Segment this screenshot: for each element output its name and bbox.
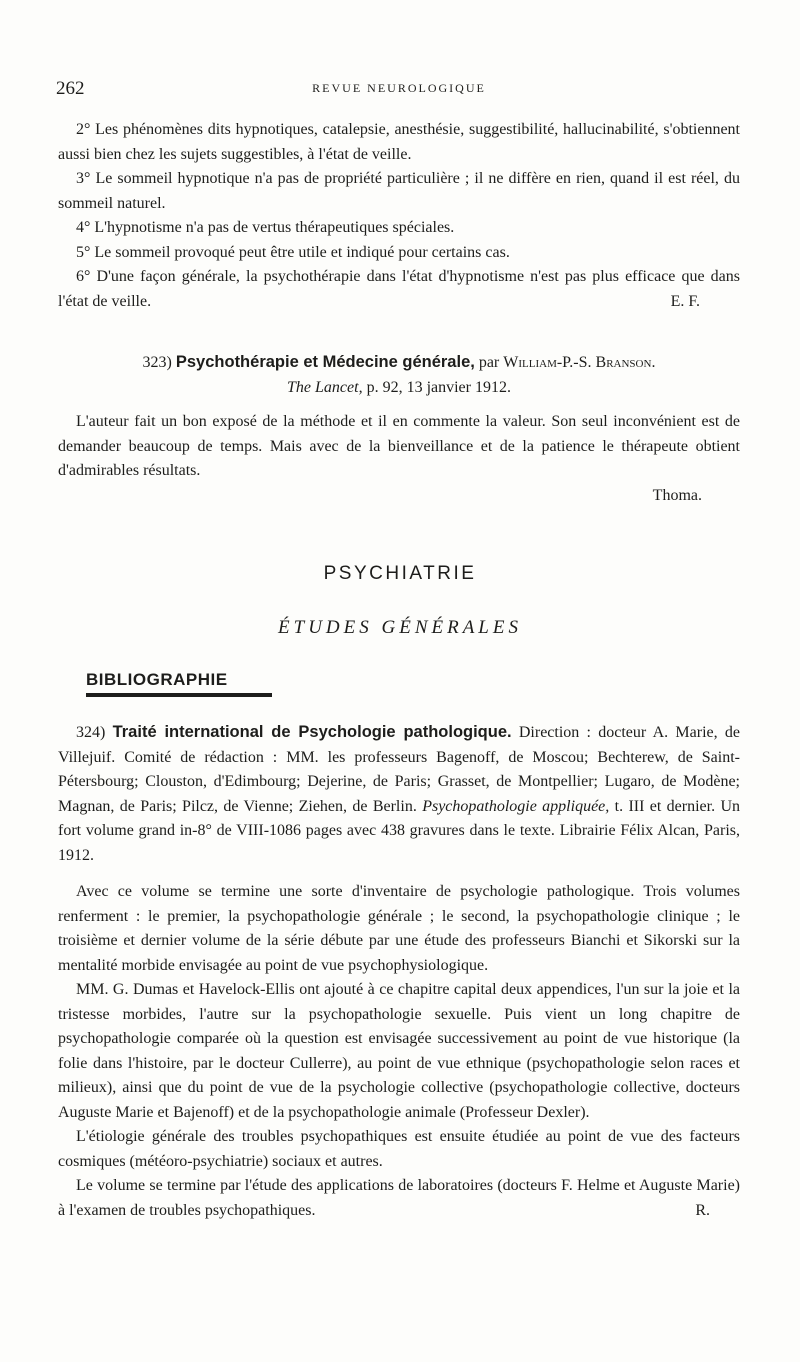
entry-publication: t. III et dernier. Un fort volume grand in-8° de VIII-1086 pages avec 438 gravures dans le texte. Librairie Félix Alcan, Paris, 1912.: [58, 797, 741, 864]
running-title: REVUE NEUROLOGIQUE: [312, 81, 486, 95]
entry-details: Direction : docteur A. Marie, de Villejuif. Comité de rédaction : MM. les professeurs Bagenoff, de Moscou; Bechterew, de Saint-Pétersbourg; Clouston, d'Edimbourg; Dejerine, de Paris; Grasset, de Montpellier; Lugaro, de Modène; Magnan, de Paris; Pilcz, de Vienne; Ziehen, de Berlin.: [58, 724, 740, 815]
entry-author: William-P.-S. Branson.: [503, 354, 656, 371]
entry-324: [58, 720, 740, 1223]
citation: p. 92, 13 janvier 1912.: [366, 378, 511, 396]
list-item: 4° L'hypnotisme n'a pas de vertus thérapeutiques spéciales.: [76, 219, 455, 236]
page-number: 262: [56, 78, 85, 99]
review-signature: E. F.: [670, 292, 700, 310]
entry-heading: [58, 350, 740, 376]
entry-reference: [58, 376, 740, 401]
entry-by: par: [478, 354, 500, 371]
entry-number: 324): [76, 724, 106, 741]
entry-title: Traité international de Psychologie pathologique.: [112, 723, 512, 741]
bibliography-heading: BIBLIOGRAPHIE: [86, 670, 228, 689]
series-title: Psychopathologie appliquée,: [422, 797, 610, 815]
entry-paragraph: MM. G. Dumas et Havelock-Ellis ont ajouté à ce chapitre capital deux appendices, l'un sur la joie et la tristesse morbides, l'autre sur la psychopathologie sexuelle. Puis vient un long chapitre de psychopathologie comparée où la question est envisagée successivement au point de vue historique (la folie dans l'histoire, par le docteur Cullerre), au point de vue ethnique (psychopathologie selon races et milieux), ainsi que du point de vue de la psychologie collective (psychopathologie collective, docteurs Auguste Marie et Bajenoff) et de la psychopathologie animale (Professeur Dexler).: [58, 981, 740, 1121]
section-subheading: ÉTUDES GÉNÉRALES: [278, 617, 522, 638]
journal-name: The Lancet,: [287, 378, 363, 396]
review-signature: R.: [695, 1201, 710, 1219]
entry-paragraph: Avec ce volume se termine une sorte d'inventaire de psychologie pathologique. Trois volumes renferment : le premier, la psychopathologie générale ; le second, la psychopathologie clinique ; le troisième et dernier volume de la série débute par une étude des professeurs Bianchi et Sikorski sur la mentalité morbide envisagée au point de vue psychophysiologique.: [58, 883, 740, 974]
entry-title: Psychothérapie et Médecine générale,: [175, 353, 475, 371]
conclusions-list: [58, 118, 740, 314]
entry-body: L'auteur fait un bon exposé de la méthode et il en commente la valeur. Son seul inconvénient est de demander beaucoup de temps. Mais avec de la bienveillance et de la patience le thérapeute obtient d'admirables résultats.: [58, 413, 740, 479]
section-heading: PSYCHIATRIE: [323, 563, 477, 584]
list-item: 3° Le sommeil hypnotique n'a pas de propriété particulière ; il ne diffère en rien, quand il est réel, du sommeil naturel.: [58, 170, 740, 212]
list-item: 2° Les phénomènes dits hypnotiques, catalepsie, anesthésie, suggestibilité, hallucinabilité, s'obtiennent aussi bien chez les sujets suggestibles, à l'état de veille.: [58, 121, 740, 163]
heading-rule: [86, 693, 272, 697]
entry-323: [58, 350, 740, 508]
list-item: 5° Le sommeil provoqué peut être utile et indiqué pour certains cas.: [76, 243, 510, 261]
list-item: 6° D'une façon générale, la psychothérapie dans l'état d'hypnotisme n'est pas plus efficace que dans l'état de veille.: [58, 268, 740, 310]
review-signature: Thoma.: [652, 486, 702, 504]
entry-number: 323): [142, 354, 172, 371]
entry-paragraph: Le volume se termine par l'étude des applications de laboratoires (docteurs F. Helme et Auguste Marie) à l'examen de troubles psychopathiques.: [58, 1177, 740, 1219]
entry-paragraph: L'étiologie générale des troubles psychopathiques est ensuite étudiée au point de vue des facteurs cosmiques (météoro-psychiatrie) sociaux et autres.: [58, 1128, 740, 1170]
page-header: [56, 78, 742, 100]
entry-heading: [58, 720, 740, 868]
